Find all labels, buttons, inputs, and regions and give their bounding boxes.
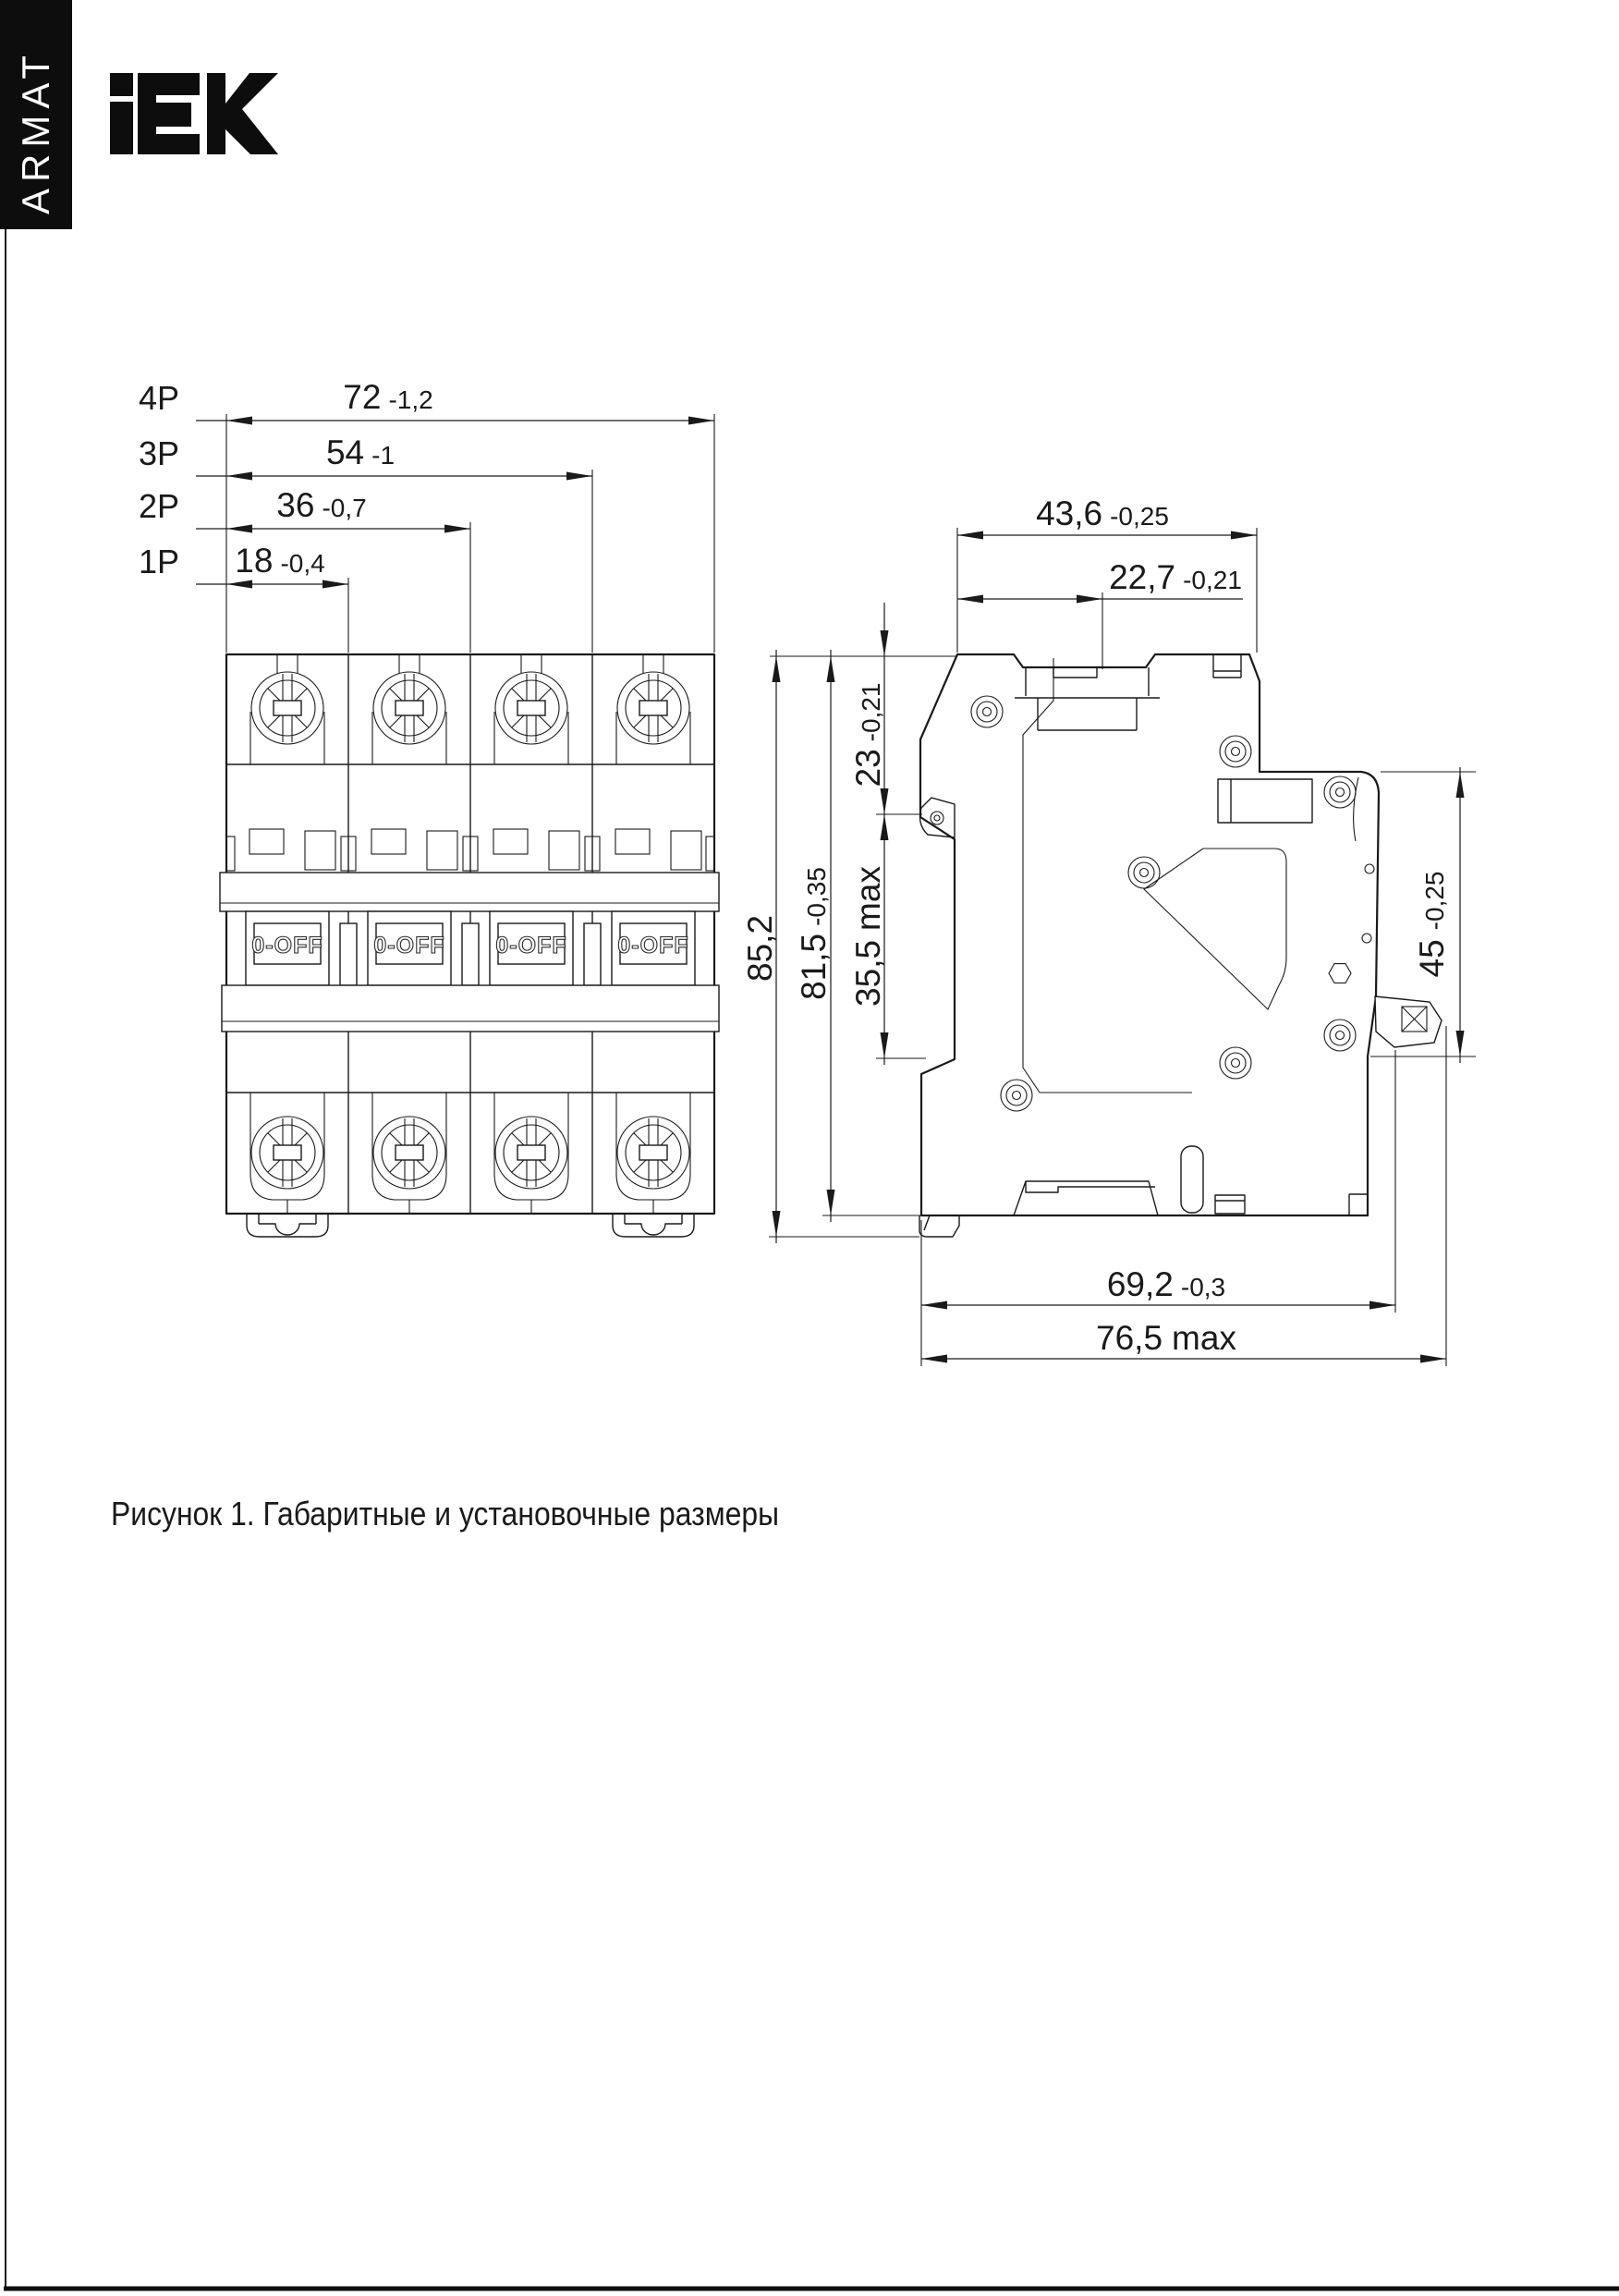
dim-value: 22,7 -0,21 — [1109, 558, 1242, 596]
arc-chute-block — [1218, 779, 1312, 823]
pole-dim-label: 2P — [139, 487, 180, 525]
toggle-label: 0-OFF — [495, 933, 567, 959]
pole-dim-1p — [139, 542, 348, 589]
din-hook — [920, 798, 955, 837]
iek-logo — [110, 73, 278, 154]
dim-value: 35,5max — [849, 866, 887, 1007]
pole-dim-label: 4P — [139, 379, 180, 417]
dim-value: 81,5-0,35 — [795, 867, 833, 1000]
dim-height-rear — [795, 650, 835, 1222]
dim-depth-body — [921, 1265, 1395, 1310]
front-view-body — [220, 654, 719, 1237]
dim-value: 76,5 max — [1096, 1319, 1236, 1357]
page-borders — [4, 229, 1619, 2290]
pole-dim-value: 54 -1 — [325, 434, 396, 471]
pole-dim-value: 18 -0,4 — [235, 542, 325, 580]
dim-height-total — [741, 650, 781, 1243]
dim-value: 45-0,25 — [1413, 871, 1451, 978]
toggle-label: 0-OFF — [373, 933, 445, 959]
front-extension-lines — [226, 414, 714, 653]
rivets — [971, 696, 1356, 1111]
dim-rail-window — [849, 814, 889, 1058]
dim-value: 85,2 — [741, 914, 779, 983]
toggle-label: 0-OFF — [251, 933, 323, 959]
din-feet — [247, 1214, 694, 1237]
dim-value: 23-0,21 — [849, 682, 887, 788]
terminal-funnel — [1015, 667, 1160, 730]
upper-band — [220, 873, 719, 911]
bottom-pedestal — [1014, 1146, 1368, 1215]
side-view — [741, 495, 1476, 1366]
front-view — [139, 378, 719, 1237]
brand-sidebar — [0, 0, 72, 229]
pole-dim-4p — [139, 378, 714, 425]
armat-label: ARMAT — [14, 49, 57, 214]
dim-depth-top — [957, 495, 1257, 540]
pole-dim-value: 36 -0,7 — [276, 486, 367, 524]
pole-dim-label: 3P — [139, 434, 180, 472]
pole-dim-2p — [139, 486, 470, 533]
side-view-outline — [920, 654, 1379, 1215]
dim-depth-terminal — [957, 558, 1243, 604]
lower-band — [222, 985, 719, 1032]
pole-dim-label: 1P — [139, 543, 180, 580]
pole-dim-value: 72 -1,2 — [343, 378, 433, 416]
dim-depth-max — [921, 1319, 1446, 1363]
toggle-label: 0-OFF — [617, 933, 689, 959]
pole-dim-3p — [139, 434, 592, 481]
internal-contours — [1023, 658, 1358, 1093]
figure-caption: Рисунок 1. Габаритные и установочные размеры — [111, 1495, 779, 1533]
dim-value: 69,2 -0,3 — [1106, 1265, 1226, 1303]
din-slide-clip — [919, 1215, 959, 1237]
dim-value: 43,6 -0,25 — [1036, 495, 1169, 532]
handle-grip — [1375, 996, 1442, 1047]
top-clip-window — [1213, 654, 1241, 678]
